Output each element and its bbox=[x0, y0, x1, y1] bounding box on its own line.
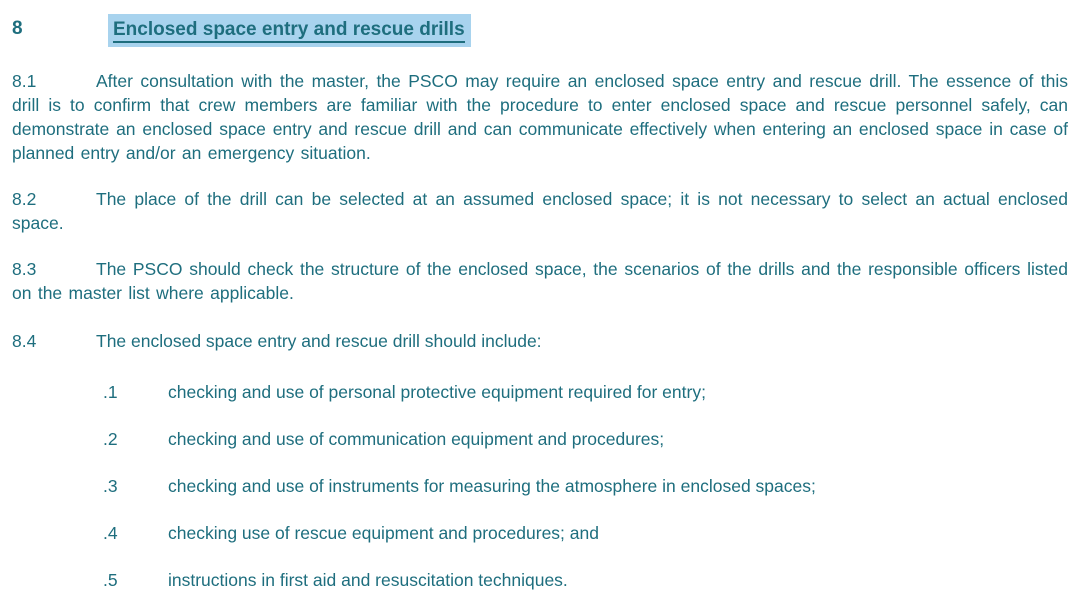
paragraph-8-3 bbox=[12, 257, 1068, 305]
paragraph-number: 8.3 bbox=[12, 259, 37, 279]
list-item-text: instructions in first aid and resuscitation techniques. bbox=[168, 570, 568, 590]
section-title-highlight bbox=[108, 14, 471, 47]
drill-checklist bbox=[12, 380, 1068, 592]
paragraph-number: 8.4 bbox=[12, 331, 37, 351]
paragraph-8-1 bbox=[12, 69, 1068, 165]
list-item bbox=[12, 521, 1068, 545]
paragraph-number: 8.1 bbox=[12, 71, 37, 91]
paragraph-text: The enclosed space entry and rescue drill should include: bbox=[96, 331, 542, 351]
list-item-text: checking and use of personal protective equipment required for entry; bbox=[168, 382, 706, 402]
paragraph-text: The PSCO should check the structure of the enclosed space, the scenarios of the drills and the responsible officers listed on the master list where applicable. bbox=[12, 259, 1068, 303]
paragraph-8-4 bbox=[12, 329, 1068, 353]
list-item bbox=[12, 474, 1068, 498]
list-item-number: .1 bbox=[103, 382, 118, 402]
list-item-text: checking and use of communication equipment and procedures; bbox=[168, 429, 665, 449]
list-item-number: .2 bbox=[103, 429, 118, 449]
list-item-number: .5 bbox=[103, 570, 118, 590]
paragraph-text: The place of the drill can be selected at an assumed enclosed space; it is not necessary to select an actual enclosed space. bbox=[12, 189, 1068, 233]
paragraph-text: After consultation with the master, the PSCO may require an enclosed space entry and rescue drill. The essence of this drill is to confirm that crew members are familiar with the procedure to enter enclosed space and rescue personnel safely, can demonstrate an enclosed space entry and rescue drill and can communicate effectively when entering an enclosed space in case of planned entry and/or an emergency situation. bbox=[12, 71, 1068, 163]
list-item bbox=[12, 568, 1068, 592]
paragraph-number: 8.2 bbox=[12, 189, 37, 209]
section-title: Enclosed space entry and rescue drills bbox=[113, 19, 465, 43]
list-item-text: checking use of rescue equipment and procedures; and bbox=[168, 523, 599, 543]
section-heading bbox=[12, 14, 1068, 47]
list-item-text: checking and use of instruments for measuring the atmosphere in enclosed spaces; bbox=[168, 476, 816, 496]
list-item-number: .3 bbox=[103, 476, 118, 496]
section-number: 8 bbox=[12, 18, 23, 39]
paragraph-8-2 bbox=[12, 187, 1068, 235]
list-item-number: .4 bbox=[103, 523, 118, 543]
list-item bbox=[12, 380, 1068, 404]
list-item bbox=[12, 427, 1068, 451]
